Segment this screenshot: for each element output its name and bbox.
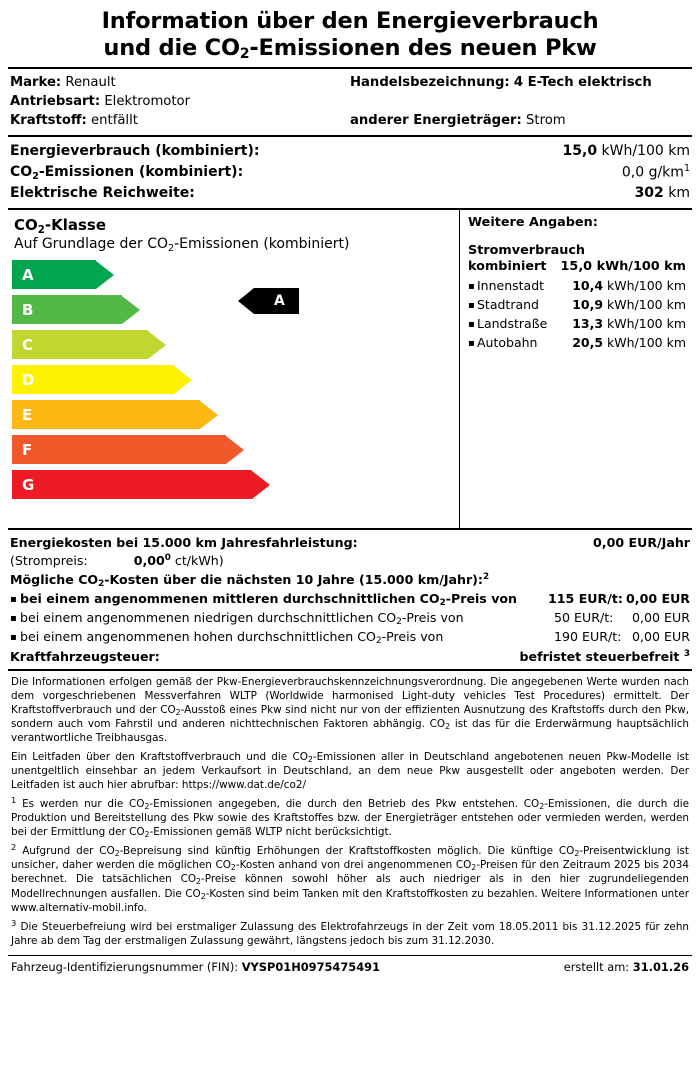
marker-body [254, 288, 299, 314]
antriebsart-label: Antriebsart: [10, 94, 101, 110]
marke-field [10, 73, 350, 92]
co2-class-title: $CO_2$-Klasse [14, 216, 107, 237]
handelsbezeichnung-field [350, 73, 690, 92]
anderer-energietraeger-field [350, 111, 690, 130]
bullet-icon: ▪ [10, 593, 17, 605]
energieverbrauch-unit: kWh/100 km [601, 142, 690, 159]
further-info-title: Weitere Angaben: [468, 215, 598, 231]
bar-body [12, 435, 226, 464]
stromverbrauch-item-value: 10,4 kWh/100 km [572, 278, 686, 294]
created-date-field [564, 960, 689, 974]
bar-label: E [22, 405, 33, 424]
co2-price-row [10, 590, 690, 609]
co2-class-bar-f [12, 435, 455, 464]
kraftfahrzeugsteuer-row [10, 648, 690, 666]
bullet-icon: ▪ [10, 612, 17, 624]
page-title-line1: Information über den Energieverbrauch [101, 8, 599, 34]
bullet-icon: ▪ [468, 318, 475, 330]
strompreis-label: (Strompreis: [10, 553, 88, 569]
bar-label: C [22, 335, 34, 354]
strompreis-value: 0,00 [133, 553, 165, 569]
bar-body [12, 330, 148, 359]
legal-footnote-2: $^2$ Aufgrund der $CO_2$-Bepreisung sind künftig Erhöhungen der Kraftstoffkosten möglich. Die künftige $CO_2$-Preisentwicklung ist unsicher, daher werden die möglichen $CO_2$-Kosten anhand von drei angenommenen $CO_2$-Preisen für den Zeitraum 2025 bis 2034 berechnet. Die tatsächlichen $CO_2$-Preise können sowohl höher als auch niedriger als in den hier zugrundeliegenden Modellrechnungen ausfallen. Die $CO_2$-Kosten sind beim Tanken mit den Kraftstoffkosten zu bezahlen. Weitere Informationen unter www.alternativ-mobil.info. [11, 842, 690, 914]
stromverbrauch-item-value: 10,9 kWh/100 km [572, 297, 686, 313]
kraftstoff-value: entfällt [91, 113, 138, 129]
bar-arrow-icon [252, 471, 270, 499]
reichweite-label: Elektrische Reichweite: [10, 185, 195, 202]
bullet-icon: ▪ [468, 337, 475, 349]
reichweite-value-group [635, 183, 690, 204]
co2-class-bar-g [12, 470, 455, 499]
stromverbrauch-item-name: Innenstadt [477, 278, 545, 294]
energiekosten-value: 0,00 EUR/Jahr [593, 535, 690, 551]
ident-spacer [350, 92, 690, 111]
bar-body [12, 295, 122, 324]
fin-value: VYSP01H0975475491 [241, 959, 380, 974]
energiekosten-row [10, 534, 690, 552]
stromverbrauch-item-value: 13,3 kWh/100 km [572, 315, 686, 331]
bar-arrow-icon [174, 366, 192, 394]
bar-body [12, 470, 252, 499]
marke-label: Marke: [10, 75, 62, 91]
co2-price-row-amount: 0,00 EUR [632, 609, 690, 625]
co2-price-row [10, 609, 690, 628]
bar-label: A [22, 265, 34, 284]
co2-emissionen-footnote: 1 [683, 162, 690, 174]
stromverbrauch-item [468, 296, 686, 315]
handelsbezeichnung-value: 4 E-Tech elektrisch [513, 75, 652, 91]
marker-arrow-icon [238, 288, 254, 314]
bar-label: D [22, 370, 35, 389]
stromverbrauch-item-unit: kWh/100 km [603, 334, 686, 350]
ident-row-1 [10, 73, 690, 92]
reichweite-row [10, 183, 690, 204]
legal-footnote-3: $^3$ Die Steuerbefreiung wird bei erstmaliger Zulassung des Elektrofahrzeugs in der Zeit vom 18.05.2011 bis 31.12.2025 für zehn Jahre ab dem Tag der erstmaligen Zulassung gewährt, längstens jedoch bis zum 31.12.2030. [11, 917, 689, 947]
costs-block [8, 530, 692, 669]
co2-emissionen-label: $CO_2$-Emissionen (kombiniert): [10, 164, 244, 183]
created-date-value: 31.01.26 [632, 959, 689, 974]
co2-class-marker [238, 288, 299, 314]
bar-label: G [22, 475, 35, 494]
footer [8, 956, 692, 974]
co2-price-row-amount: 0,00 EUR [626, 590, 690, 606]
bar-label: B [22, 300, 34, 319]
kraftstoff-label: Kraftstoff: [10, 113, 87, 129]
stromverbrauch-item-unit: kWh/100 km [603, 315, 686, 331]
legal-paragraph-2: Ein Leitfaden über den Kraftstoffverbrauch und die $CO_2$-Emissionen aller in Deutschland angebotenen neuen Pkw-Modelle ist unentgeltlich einsehbar an jedem Verkaufsort in Deutschland, an dem neue Pkw ausgestellt oder angeboten werden. Der Leitfaden ist auch hier abrufbar: https://www.dat.de/co2/ [11, 751, 689, 792]
energieverbrauch-value-group [563, 141, 690, 162]
stromverbrauch-kombiniert-label: kombiniert [468, 259, 547, 275]
fin-label: Fahrzeug-Identifizierungsnummer (FIN): [11, 959, 239, 974]
stromverbrauch-item [468, 315, 686, 334]
co2-price-row-price: 115 EUR/t: [548, 590, 623, 606]
co2-price-row [10, 628, 690, 647]
kraftfahrzeugsteuer-label: Kraftfahrzeugsteuer: [10, 648, 160, 664]
co2-class-scale-panel [8, 210, 460, 528]
bar-body [12, 365, 174, 394]
page-title-line2: und die $CO_2$-Emissionen des neuen Pkw [103, 34, 597, 62]
legal-paragraph-1: Die Informationen erfolgen gemäß der Pkw-Energieverbrauchskennzeichnungsverordnung. Die angegebenen Werte wurden nach dem vorgeschriebenen Messverfahren WLTP (Worldwide harmonised Light-duty vehicles Test Procedures) ermittelt. Der Kraftstoffverbrauch und der $CO_2$-Ausstoß eines Pkw sind nicht nur von der effizienten Ausnutzung des Kraftstoffs durch den Pkw, sondern auch vom Fahrstil und anderen nichttechnischen Faktoren abhängig. $CO_2$ ist das für die Erderwärmung hauptsächlich verantwortliche Treibhausgas. [11, 675, 690, 745]
stromverbrauch-item-name: Landstraße [477, 315, 548, 331]
stromverbrauch-item [468, 277, 686, 296]
co2-class-subtitle: Auf Grundlage der $CO_2$-Emissionen (kombiniert) [14, 236, 350, 255]
moegliche-co2-kosten-heading: Mögliche $CO_2$-Kosten über die nächsten 10 Jahre (15.000 km/Jahr):$^2$ [10, 571, 490, 589]
bar-arrow-icon [200, 401, 218, 429]
legal-footnote-1: $^1$ Es werden nur die $CO_2$-Emissionen angegeben, die durch den Betrieb des Pkw entstehen. $CO_2$-Emissionen, die durch die Produktion und Bereitstellung des Pkw sowie des Kraftstoffes bzw. der Energieträger entstehen oder vermieden werden, werden bei der Ermittlung der $CO_2$-Emissionen gemäß WLTP nicht berücksichtigt. [11, 795, 690, 840]
co2-price-row-text: bei einem angenommenen niedrigen durchschnittlichen $CO_2$-Preis von [20, 609, 464, 627]
anderer-energietraeger-label: anderer Energieträger: [350, 113, 522, 129]
legal-text-block [8, 671, 692, 955]
bar-arrow-icon [148, 331, 166, 359]
bullet-icon: ▪ [468, 300, 475, 312]
co2-emissionen-row [10, 162, 690, 184]
bullet-icon: ▪ [10, 631, 17, 643]
stromverbrauch-list [468, 277, 686, 352]
stromverbrauch-label: Stromverbrauch [468, 243, 586, 259]
page-title [8, 8, 692, 61]
stromverbrauch-item-name: Stadtrand [477, 297, 539, 313]
marker-label: A [274, 293, 285, 310]
co2-class-bar-e [12, 400, 455, 429]
energieverbrauch-label: Energieverbrauch (kombiniert): [10, 142, 260, 159]
strompreis-unit: ct/kWh) [174, 553, 224, 569]
bullet-icon: ▪ [468, 281, 475, 293]
energieverbrauch-value: 15,0 [562, 142, 598, 159]
fin-field [11, 960, 380, 974]
bar-arrow-icon [122, 296, 140, 324]
co2-price-row-amount: 0,00 EUR [632, 628, 690, 644]
co2-class-bar-d [12, 365, 455, 394]
co2-class-bar-c [12, 330, 455, 359]
stromverbrauch-item-unit: kWh/100 km [603, 278, 686, 294]
created-date-label: erstellt am: [563, 959, 630, 974]
stromverbrauch-kombiniert-value-group: 15,0 kWh/100 km [560, 259, 686, 275]
handelsbezeichnung-label: Handelsbezeichnung: [350, 75, 510, 91]
strompreis-row [10, 552, 690, 570]
stromverbrauch-kombiniert-row [468, 259, 686, 274]
stromverbrauch-item-name: Autobahn [477, 334, 538, 350]
marke-value: Renault [65, 75, 116, 91]
co2-price-row-text: bei einem angenommenen mittleren durchschnittlichen $CO_2$-Preis von [20, 590, 518, 608]
consumption-block [8, 137, 692, 209]
reichweite-value: 302 [634, 185, 664, 202]
further-info-panel [460, 210, 692, 528]
bar-label: F [22, 440, 33, 459]
identification-block [8, 69, 692, 134]
reichweite-unit: km [668, 185, 690, 202]
antriebsart-field [10, 92, 350, 111]
kraftfahrzeugsteuer-value-group: befristet steuerbefreit $^3$ [519, 648, 690, 664]
energiekosten-label: Energiekosten bei 15.000 km Jahresfahrleistung: [10, 535, 358, 551]
co2-class-section [8, 210, 692, 530]
bar-arrow-icon [96, 261, 114, 289]
co2-price-row-price: 50 EUR/t: [554, 609, 614, 625]
co2-price-list [10, 590, 690, 647]
bar-body [12, 400, 200, 429]
co2-price-row-text: bei einem angenommenen hohen durchschnittlichen $CO_2$-Preis von [20, 628, 444, 646]
bar-body [12, 260, 96, 289]
co2-class-bar-a [12, 260, 455, 289]
strompreis-sup: 0 [164, 553, 171, 564]
stromverbrauch-item [468, 334, 686, 353]
energieverbrauch-row [10, 141, 690, 162]
co2-price-row-price: 190 EUR/t: [554, 628, 622, 644]
co2-class-bars [12, 260, 455, 499]
ident-row-3 [10, 111, 690, 130]
ident-row-2 [10, 92, 690, 111]
co2-emissionen-value-group [622, 162, 690, 184]
bar-arrow-icon [226, 436, 244, 464]
co2-class-bar-b [12, 295, 455, 324]
kraftstoff-field [10, 111, 350, 130]
anderer-energietraeger-value: Strom [526, 113, 566, 129]
antriebsart-value: Elektromotor [104, 94, 191, 110]
co2-emissionen-value: 0,0 [621, 164, 645, 181]
stromverbrauch-item-value: 20,5 kWh/100 km [572, 334, 686, 350]
co2-emissionen-unit: g/km [648, 164, 684, 181]
stromverbrauch-item-unit: kWh/100 km [603, 297, 686, 313]
